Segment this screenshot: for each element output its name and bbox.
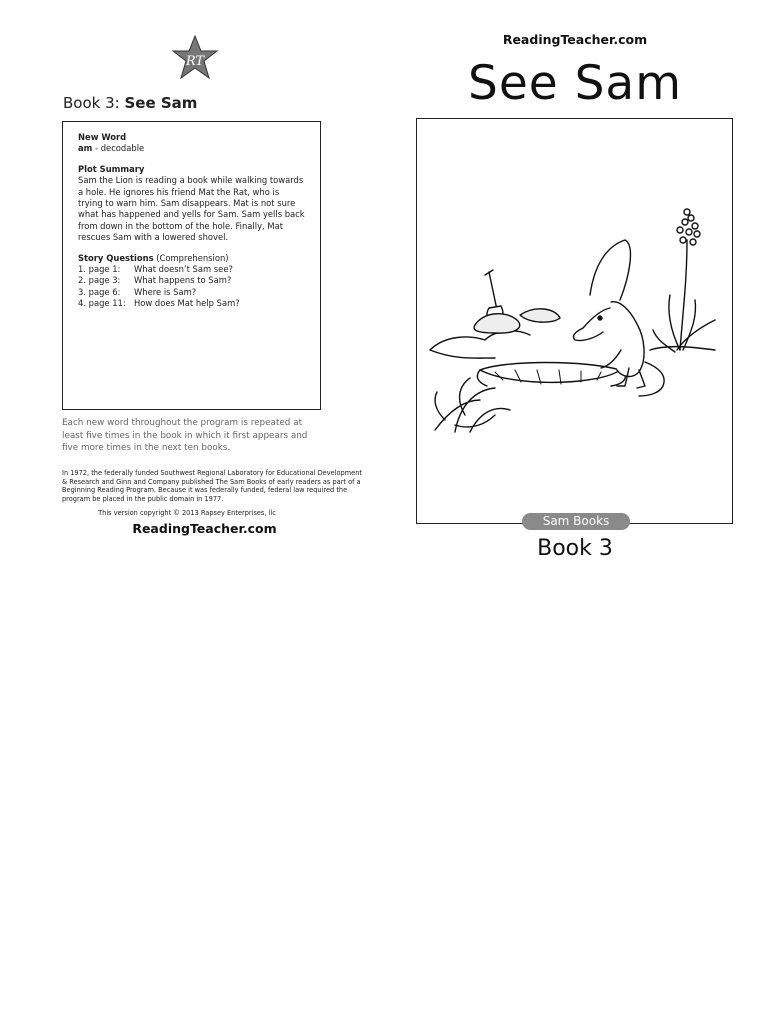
plot-summary: Sam the Lion is reading a book while walking towards a hole. He ignores his friend Mat the Rat, who is trying to warn him. Sam disappears. Mat is not sure what has happened and yells for Sam. Sam yells back from down in the bottom of the hole. Finally, Mat rescues Sam with a lowered shovel.	[78, 175, 305, 243]
question-page: 3. page 6:	[78, 286, 121, 297]
rat-body	[611, 302, 644, 377]
question-item	[78, 287, 306, 298]
book-heading-title: See Sam	[124, 94, 198, 112]
question-item	[78, 298, 306, 309]
question-item	[78, 275, 306, 286]
rat-head	[573, 308, 610, 341]
book-heading	[63, 94, 197, 112]
shovel-handle	[485, 270, 497, 310]
series-badge: Sam Books	[522, 513, 630, 530]
book-number: Book 3	[537, 536, 613, 561]
cover-illustration	[425, 200, 725, 450]
new-word: am	[78, 143, 93, 154]
repeat-note: Each new word throughout the program is repeated at least five times in the book in which it first appears and five more times in the next ten books.	[62, 418, 308, 454]
rat-eye	[598, 316, 602, 320]
new-word-line	[78, 143, 306, 154]
question-page: 2. page 3:	[78, 275, 121, 286]
info-box	[62, 121, 321, 410]
hole	[480, 363, 620, 383]
questions-heading	[78, 253, 306, 264]
logo-text: RT	[185, 54, 205, 69]
history-note: In 1972, the federally funded Southwest Regional Laboratory for Educational Development & Research and Ginn and Company published The Sam Books of early readers as part of a Beginning Reading Program. Because it was federally funded, federal law required the program be placed in the public domain in 1977.	[62, 469, 362, 503]
question-text: What happens to Sam?	[134, 275, 232, 286]
new-word-note: - decodable	[92, 143, 145, 154]
book-title: See Sam	[467, 56, 683, 111]
new-word-section	[78, 132, 306, 155]
question-text: Where is Sam?	[134, 286, 197, 297]
question-item	[78, 264, 306, 275]
questions-sublabel: (Comprehension)	[153, 252, 229, 263]
plot-label: Plot Summary	[78, 163, 145, 174]
question-text: What doesn’t Sam see?	[134, 264, 233, 275]
rt-star-logo	[170, 34, 220, 82]
copyright-line: This version copyright © 2013 Rapsey Enterprises, llc	[98, 509, 276, 517]
new-word-label: New Word	[78, 132, 127, 142]
left-site-name: ReadingTeacher.com	[132, 521, 277, 536]
plant-left	[435, 378, 510, 432]
questions-section	[78, 253, 306, 310]
rat-ear	[590, 240, 630, 300]
question-page: 1. page 1:	[78, 264, 121, 275]
right-site-name: ReadingTeacher.com	[502, 32, 648, 47]
rock	[474, 314, 520, 333]
question-page: 4. page 11:	[78, 298, 126, 309]
questions-list	[78, 264, 306, 310]
question-text: How does Mat help Sam?	[134, 298, 240, 309]
plant-right-stem	[680, 240, 687, 350]
book-heading-prefix: Book 3:	[63, 94, 125, 112]
ground-mound	[430, 331, 530, 350]
questions-label: Story Questions	[78, 252, 154, 263]
plot-section	[78, 164, 306, 244]
rock	[520, 309, 560, 322]
